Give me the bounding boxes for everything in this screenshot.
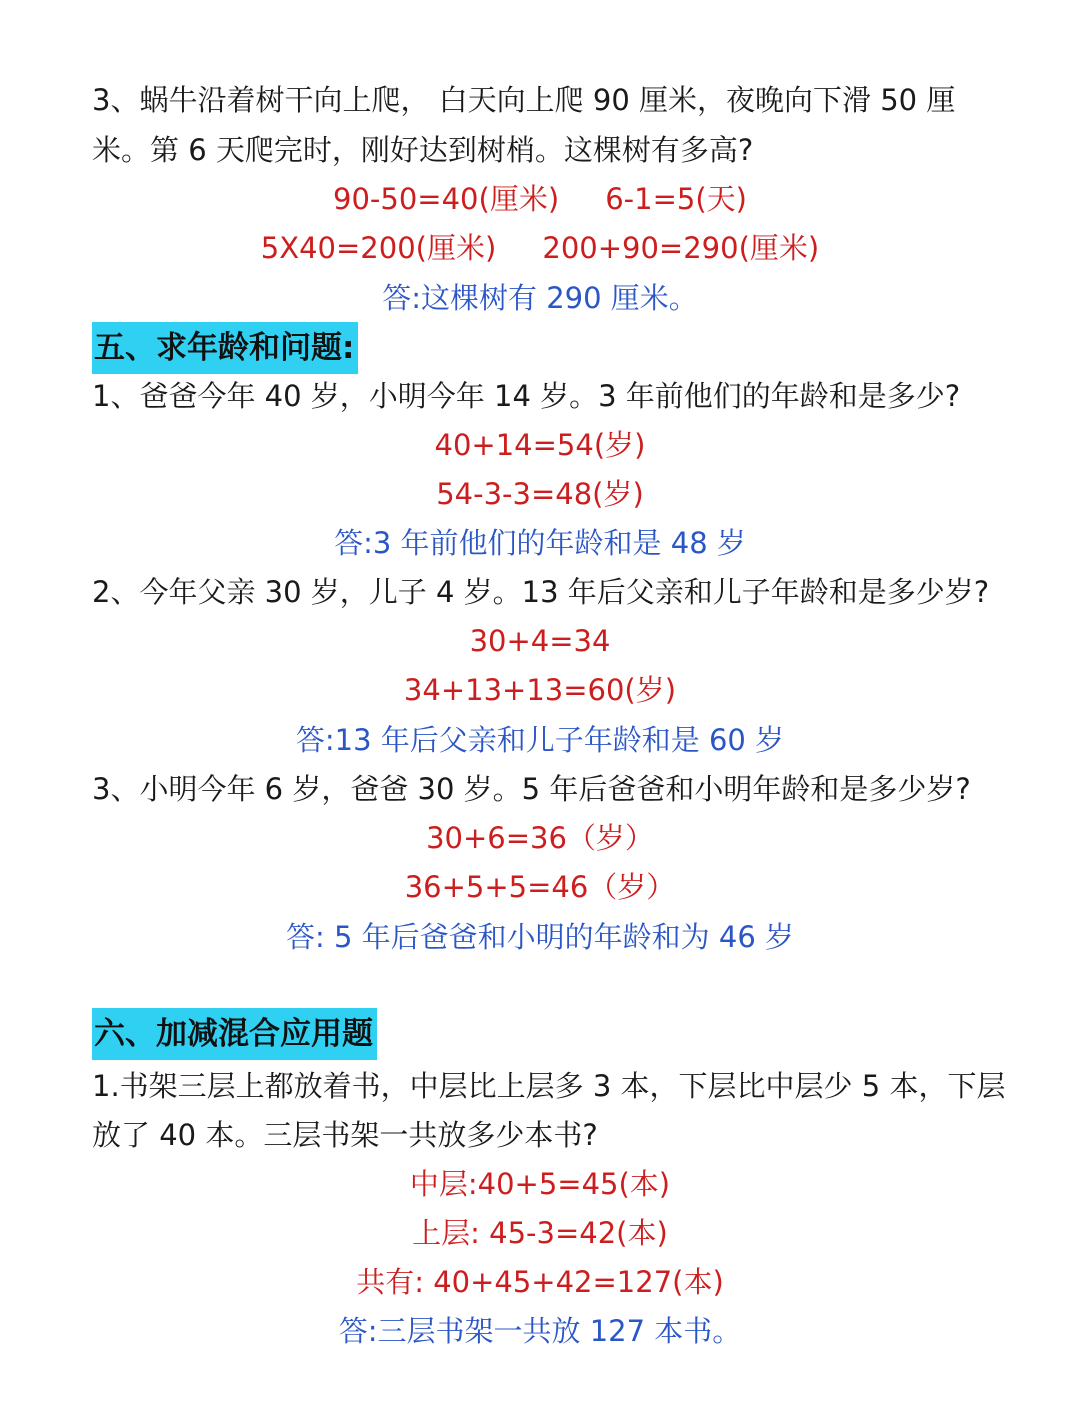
bookshelf-calc-middle: 中层:40+5=45(本) [409,1167,671,1201]
age-problem-2-calc-2: 34+13+13=60(岁) [403,673,677,707]
bookshelf-calc-total: 共有: 40+45+42=127(本) [356,1265,724,1299]
section6-heading: 六、加减混合应用题 [92,1008,377,1060]
age-problem-3-answer: 答: 5 年后爸爸和小明的年龄和为 46 岁 [286,920,794,954]
snail-answer: 答:这棵树有 290 厘米。 [382,281,698,315]
bookshelf-question-line-2: 放了 40 本。三层书架一共放多少本书? [92,1118,598,1152]
bookshelf-calc-upper: 上层: 45-3=42(本) [412,1216,668,1250]
snail-calc-line-1: 90-50=40(厘米) 6-1=5(天) [333,182,747,216]
age-problem-1-calc-2: 54-3-3=48(岁) [436,477,644,511]
age-problem-2-calc-1: 30+4=34 [469,624,611,658]
bookshelf-question-line-1: 1.书架三层上都放着书，中层比上层多 3 本，下层比中层少 5 本，下层 [92,1069,1006,1103]
snail-calc-line-2: 5X40=200(厘米) 200+90=290(厘米) [260,231,820,265]
age-problem-1-question: 1、爸爸今年 40 岁，小明今年 14 岁。3 年前他们的年龄和是多少? [92,379,961,413]
age-problem-3-calc-2: 36+5+5=46（岁） [404,870,676,904]
snail-question-line-1: 3、蜗牛沿着树干向上爬， 白天向上爬 90 厘米，夜晚向下滑 50 厘 [92,83,956,117]
snail-question-line-2: 米。第 6 天爬完时，刚好达到树梢。这棵树有多高? [92,133,754,167]
section5-heading: 五、求年龄和问题: [92,322,358,374]
age-problem-2-question: 2、今年父亲 30 岁，儿子 4 岁。13 年后父亲和儿子年龄和是多少岁? [92,575,990,609]
age-problem-1-answer: 答:3 年前他们的年龄和是 48 岁 [334,526,746,560]
bookshelf-answer: 答:三层书架一共放 127 本书。 [338,1314,742,1348]
age-problem-3-question: 3、小明今年 6 岁，爸爸 30 岁。5 年后爸爸和小明年龄和是多少岁? [92,772,971,806]
age-problem-1-calc-1: 40+14=54(岁) [434,428,646,462]
age-problem-2-answer: 答:13 年后父亲和儿子年龄和是 60 岁 [295,723,785,757]
age-problem-3-calc-1: 30+6=36（岁） [426,821,654,855]
